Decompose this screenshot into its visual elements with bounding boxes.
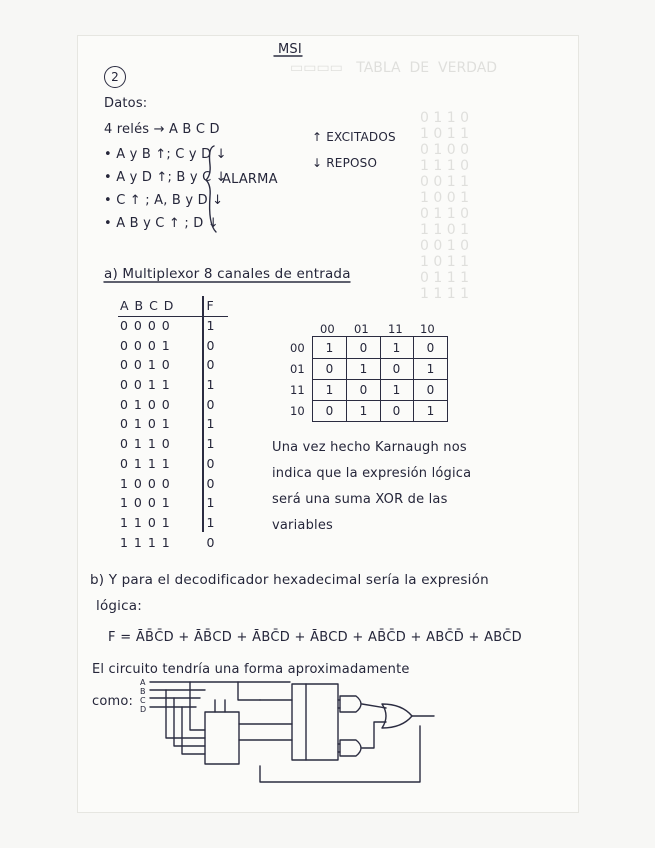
kmap-cell: 0 [325,403,334,418]
kmap-row-label: 10 [290,404,305,418]
condition-3: • C ↑ ; A, B y D ↓ [104,193,224,208]
truth-in: 0 1 0 1 [120,416,171,432]
circuit-input-label: A [140,678,146,687]
rest-label: ↓ REPOSO [312,156,378,170]
truth-header-inputs: A B C D [120,298,175,314]
part-b-line-1: b) Y para el decodificador hexadecimal sería la expresión [90,572,489,588]
relays-line: 4 relés → A B C D [104,122,220,137]
alarm-label: ALARMA [222,172,278,187]
part-a-title: a) Multiplexor 8 canales de entrada [104,266,351,282]
kmap-cell: 0 [392,403,401,418]
truth-in: 0 0 0 0 [120,318,171,334]
and-gate [340,740,361,756]
kmap-cell: 1 [359,403,368,418]
kmap-row-label: 11 [290,383,305,397]
boolean-expression: F = ĀB̄C̄D + ĀB̄CD + ĀBC̄D + ĀBCD + AB̄C̄D + ABC̄D̄ + ABC̄D [108,630,522,645]
kmap-cell: 0 [392,361,401,376]
truth-out: 1 [206,416,215,432]
truth-in: 0 1 0 0 [120,396,171,412]
truth-out: 0 [206,337,215,353]
bleed-through-text: ▭▭▭▭ TABLA DE VERDAD [290,60,498,76]
kmap-cell: 1 [325,340,334,355]
kmap-cell: 1 [392,382,401,397]
kmap-row-label: 01 [290,362,305,376]
truth-out: 0 [206,455,215,471]
truth-out: 1 [206,514,215,530]
circuit-wire [362,722,386,748]
circuit-wire [238,682,260,700]
kmap-cell: 1 [325,382,334,397]
kmap-col-label: 01 [354,322,369,336]
circuit-input-label: D [140,705,147,714]
kmap-row-label: 00 [290,341,305,355]
circuit-input-label: B [140,687,146,696]
truth-out: 0 [206,534,215,550]
kmap-cell: 1 [426,361,435,376]
conditions-brace [206,146,216,232]
truth-in: 0 1 1 0 [120,436,171,452]
and-gate [340,696,361,712]
truth-out: 1 [206,436,215,452]
truth-in: 1 1 0 1 [120,514,171,530]
circuit-line-2: como: [92,694,134,709]
karnaugh-note-line-1: Una vez hecho Karnaugh nos [272,440,467,455]
condition-2: • A y D ↑; B y C ↓ [104,170,227,185]
kmap-col-label: 10 [420,322,435,336]
truth-header-output: F [206,298,214,314]
circuit-wire [190,682,205,730]
truth-out: 1 [206,377,215,393]
karnaugh-note-line-3: será una suma XOR de las [272,492,448,507]
decoder-block [292,684,338,760]
condition-1: • A y B ↑; C y D ↓ [104,147,227,162]
excited-label: ↑ EXCITADOS [312,130,396,144]
truth-out: 0 [206,475,215,491]
kmap-cell: 0 [325,361,334,376]
truth-in: 0 1 1 1 [120,455,171,471]
circuit-wire [166,690,205,738]
truth-out: 0 [206,357,215,373]
kmap-cell: 0 [426,382,435,397]
problem-number: 2 [111,70,119,84]
kmap-cell: 1 [392,340,401,355]
kmap-cell: 1 [359,361,368,376]
kmap-cell: 0 [426,340,435,355]
condition-4: • A B y C ↑ ; D ↓ [104,216,219,231]
truth-in: 1 1 1 1 [120,534,171,550]
truth-in: 0 0 1 1 [120,377,171,393]
circuit-line-1: El circuito tendría una forma aproximadamente [92,662,410,677]
circuit-input-label: C [140,696,146,705]
karnaugh-note-line-4: variables [272,518,334,533]
kmap-cell: 0 [359,382,368,397]
karnaugh-note-line-2: indica que la expresión lógica [272,466,472,481]
truth-out: 1 [206,495,215,511]
truth-in: 1 0 0 1 [120,495,171,511]
truth-out: 0 [206,396,215,412]
kmap-cell: 1 [426,403,435,418]
truth-in: 0 0 1 0 [120,357,171,373]
multiplexer-block [205,712,239,764]
truth-in: 0 0 0 1 [120,337,171,353]
truth-in: 1 0 0 0 [120,475,171,491]
kmap-cell: 0 [359,340,368,355]
part-b-line-2: lógica: [96,598,142,614]
data-label: Datos: [104,96,148,111]
kmap-col-label: 00 [320,322,335,336]
page-heading: MSI [278,42,302,57]
bleed-through-table: 0 1 1 0 1 0 1 1 0 1 0 0 1 1 1 0 0 0 1 1 1 0 0 1 0 1 1 0 1 1 0 1 0 0 1 0 1 0 1 1 0 1 1 1 1 1 1 1 [420,110,469,302]
truth-out: 1 [206,318,215,334]
kmap-col-label: 11 [388,322,403,336]
